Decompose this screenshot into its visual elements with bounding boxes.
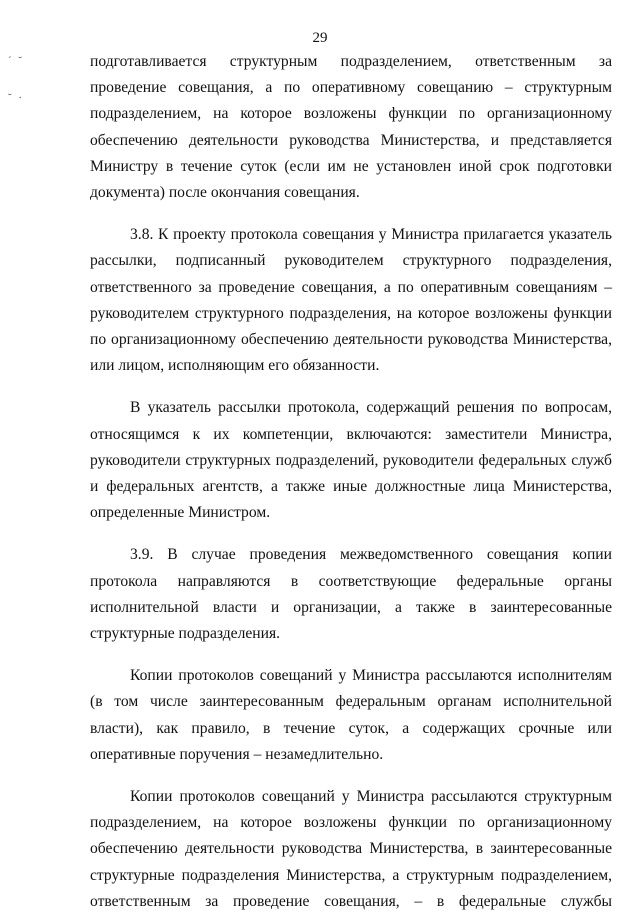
paragraph-clause-3-9: 3.9. В случае проведения межведомственного совещания копии протокола направляются в соответствующие федеральные органы исполнительной власти и организации, а также в заинтересованные структурные подразделения.: [90, 546, 612, 643]
paragraph-copies-divisions: Копии протоколов совещаний у Министра рассылаются структурным подразделением, на которое возложены функции по организационному обеспечению деятельности руководства Министерства, в заинтересованные структурные подразделения Министерства, а структурным подразделением, ответственным за проведение совещания, – в федеральные службы: [90, 788, 612, 910]
document-body: [90, 49, 612, 915]
paragraph-continuation: подготавливается структурным подразделением, ответственным за проведение совещания, а по оперативному совещанию – структурным подразделением, на которое возложены функции по организационному обеспечению деятельности руководства Министерства, и представляется Министру в течение суток (если им не установлен иной срок подготовки документа) после окончания совещания.: [90, 53, 612, 202]
paragraph-distribution-list: В указатель рассылки протокола, содержащий решения по вопросам, относящимся к их компетенции, включаются: заместители Министра, руководители структурных подразделений, руководители федеральных служб и федеральных агентств, а также иные должностные лица Министерства, определенные Министром.: [90, 399, 612, 522]
paragraph-copies-executors: Копии протоколов совещаний у Министра рассылаются исполнителям (в том числе заинтересованным федеральным органам исполнительной власти), как правило, в течение суток, а содержащих срочные или оперативные поручения – незамедлительно.: [90, 667, 612, 763]
page-number: 29: [312, 30, 328, 46]
margin-scan-mark: ´ ˘: [8, 55, 25, 67]
margin-scan-mark: ˘ ·: [8, 92, 25, 104]
paragraph-clause-3-8: 3.8. К проекту протокола совещания у Министра прилагается указатель рассылки, подписанный руководителем структурного подразделения, ответственного за проведение совещания, а по оперативным совещаниям – руководителем структурного подразделения, на которое возложены функции по организационному обеспечению деятельности руководства Министерства, или лицом, исполняющим его обязанности.: [90, 226, 612, 375]
